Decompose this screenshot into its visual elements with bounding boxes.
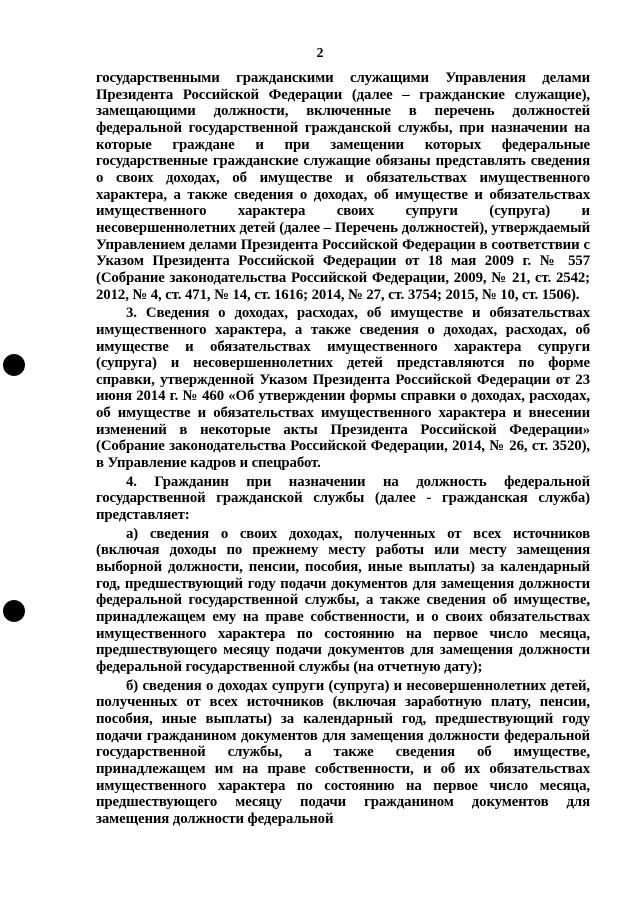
paragraph-item-4b: б) сведения о доходах супруги (супруга) и несовершеннолетних детей, полученных от всех источников (включая заработную плату, пенсии, пособия, иные выплаты) за календарный год, предшествующий году подачи гражданином документов для замещения должности федеральной государственной службы, а также сведения об имуществе, принадлежащем им на праве собственности, и об их обязательствах имущественного характера по состоянию на первое число месяца, предшествующего месяцу подачи гражданином документов для замещения должности федеральной — [96, 677, 590, 827]
paragraph-item-4a: а) сведения о своих доходах, полученных от всех источников (включая доходы по прежнему месту работы или месту замещения выборной должности, пенсии, пособия, иные выплаты) за календарный год, предшествующий году подачи документов для замещения должности федеральной государственной службы, а также сведения об имуществе, принадлежащем ему на праве собственности, и о своих обязательствах имущественного характера по состоянию на первое число месяца, предшествующего месяцу подачи документов для замещения должности федеральной государственной службы (на отчетную дату); — [96, 525, 590, 675]
paragraph-item-3: 3. Сведения о доходах, расходах, об имуществе и обязательствах имущественного характера, а также сведения о доходах, расходах, об имуществе и обязательствах имущественного характера супруги (супруга) и несовершеннолетних детей представляются по форме справки, утвержденной Указом Президента Российской Федерации от 23 июня 2014 г. № 460 «Об утверждении формы справки о доходах, расходах, об имуществе и обязательствах имущественного характера и внесении изменений в некоторые акты Президента Российской Федерации» (Собрание законодательства Российской Федерации, 2014, № 26, ст. 3520), в Управление кадров и спецработ. — [96, 305, 590, 472]
punch-hole-mark — [3, 354, 25, 376]
paragraph-item-4: 4. Гражданин при назначении на должность федеральной государственной гражданской службы (далее - гражданская служба) представляет: — [96, 473, 590, 524]
punch-hole-mark — [3, 600, 25, 622]
paragraph-continuation: государственными гражданскими служащими Управления делами Президента Российской Федерации (далее – гражданские служащие), замещающими должности, включенные в перечень должностей федеральной государственной гражданской службы, при назначении на которые граждане и при замещении которых федеральные государственные гражданские служащие обязаны представлять сведения о своих доходах, об имуществе и обязательствах имущественного характера, а также сведения о доходах, об имуществе и обязательствах имущественного характера своих супруги (супруга) и несовершеннолетних детей (далее – Перечень должностей), утверждаемый Управлением делами Президента Российской Федерации в соответствии с Указом Президента Российской Федерации от 18 мая 2009 г. № 557 (Собрание законодательства Российской Федерации, 2009, № 21, ст. 2542; 2012, № 4, ст. 471, № 14, ст. 1616; 2014, № 27, ст. 3754; 2015, № 10, ст. 1506). — [96, 70, 590, 303]
document-body — [96, 70, 590, 828]
page-number: 2 — [316, 46, 324, 61]
